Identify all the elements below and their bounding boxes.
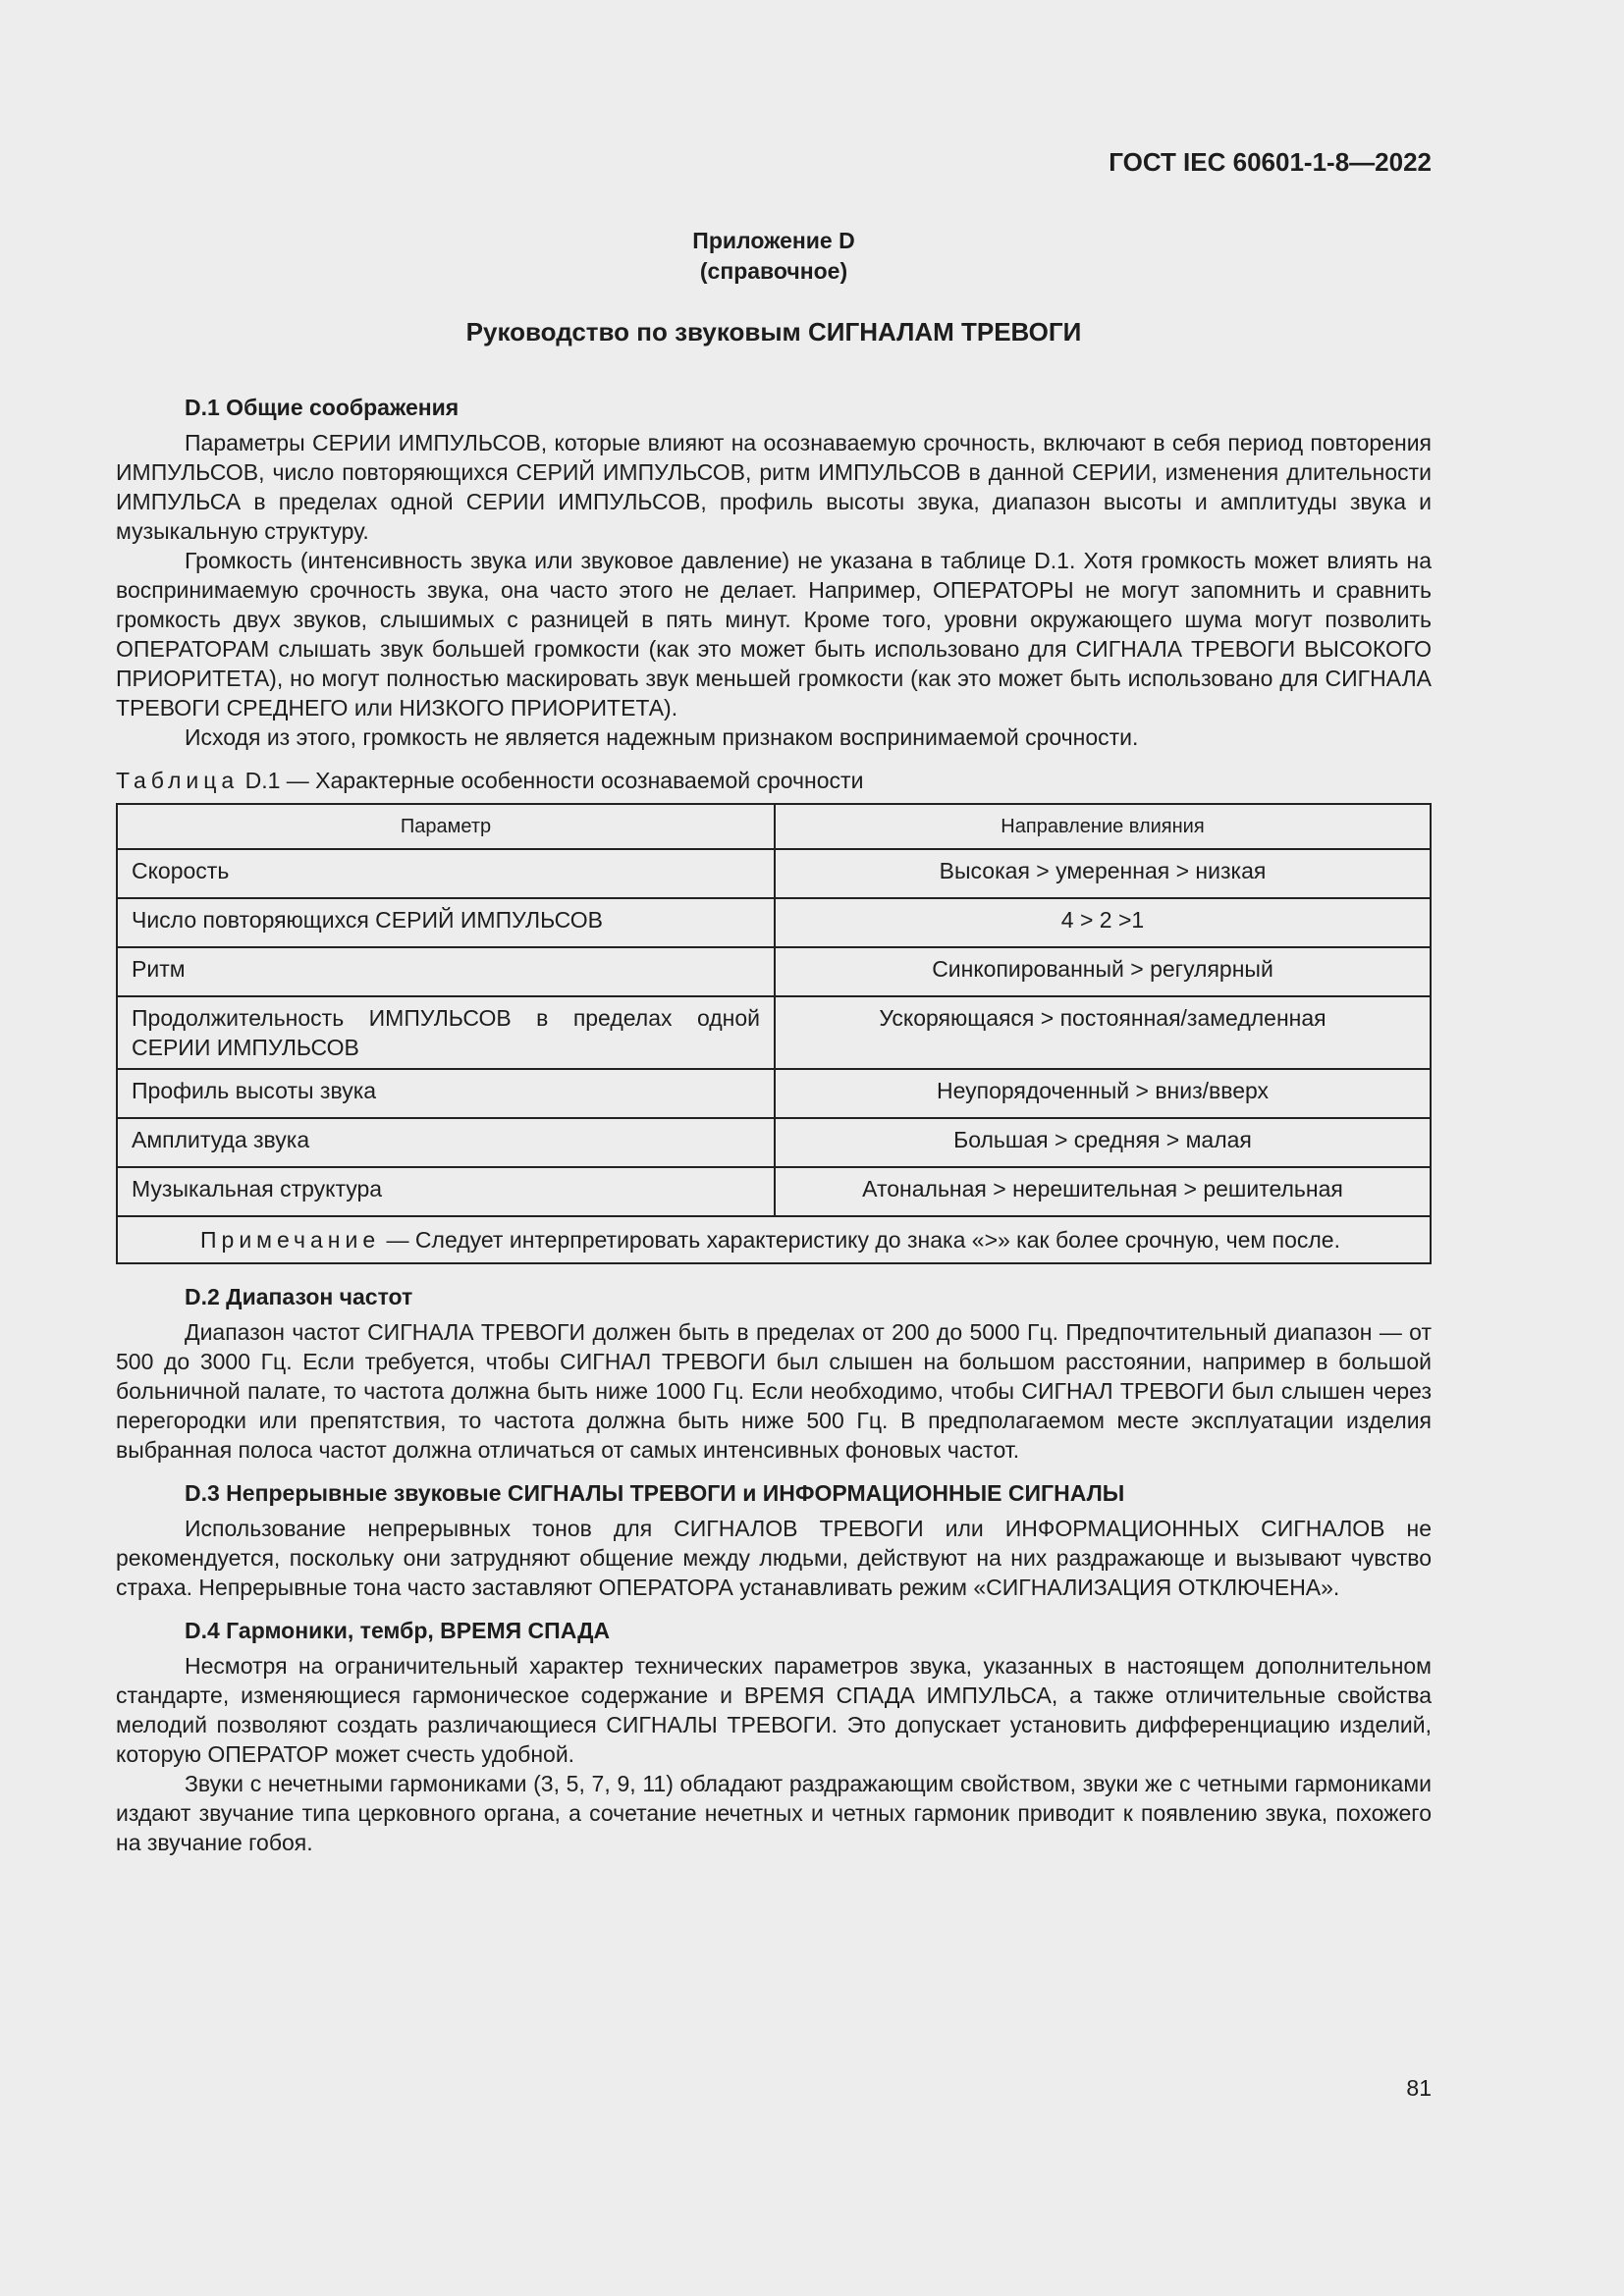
section-d4	[116, 1616, 1432, 1857]
table-note	[117, 1216, 1431, 1263]
appendix-heading	[116, 226, 1432, 287]
paragraph: Исходя из этого, громкость не является надежным признаком воспринимаемой срочности.	[185, 724, 1139, 750]
page-title: Руководство по звуковым СИГНАЛАМ ТРЕВОГИ	[465, 317, 1082, 347]
paragraph: Громкость (интенсивность звука или звуковое давление) не указана в таблице D.1. Хотя громкость может влиять на воспринимаемую срочность звука, она часто этого не делает. Например, ОПЕРАТОРЫ не могут запомнить и сравнить громкость двух звуков, слышимых с разницей в пять минут. Кроме того, уровни окружающего шума могут позволить ОПЕРАТОРАМ слышать звук большей громкости (как это может быть использовано для СИГНАЛА ТРЕВОГИ ВЫСОКОГО ПРИОРИТЕТА), но могут полностью маскировать звук меньшей громкости (как это может быть использовано для СИГНАЛА ТРЕВОГИ СРЕДНЕГО или НИЗКОГО ПРИОРИТЕТА).	[116, 548, 1432, 721]
section-d4-heading: D.4 Гармоники, тембр, ВРЕМЯ СПАДА	[185, 1618, 611, 1643]
table-row	[117, 947, 1431, 996]
paragraph: Звуки с нечетными гармониками (3, 5, 7, 9, 11) обладают раздражающим свойством, звуки же с четными гармониками издают звучание типа церковного органа, а сочетание нечетных и четных гармоник приводит к появлению звука, похожего на звучание гобоя.	[116, 1771, 1432, 1855]
table-cell-parameter: Музыкальная структура	[117, 1167, 775, 1216]
table-cell-parameter: Профиль высоты звука	[117, 1069, 775, 1118]
document-body	[116, 393, 1432, 1871]
paragraph: Несмотря на ограничительный характер технических параметров звука, указанных в настоящем дополнительном стандарте, изменяющиеся гармоническое содержание и ВРЕМЯ СПАДА ИМПУЛЬСА, а также отличительные свойства мелодий позволяют создать различающиеся СИГНАЛЫ ТРЕВОГИ. Это допускает установить дифференциацию изделий, которую ОПЕРАТОР может счесть удобной.	[116, 1653, 1432, 1767]
document-code: ГОСТ IEC 60601-1-8—2022	[1109, 147, 1432, 177]
table-row	[117, 1167, 1431, 1216]
table-row	[117, 1118, 1431, 1167]
table-cell-direction: Высокая > умеренная > низкая	[775, 849, 1431, 898]
table-row	[117, 898, 1431, 947]
table-cell-direction: Неупорядоченный > вниз/вверх	[775, 1069, 1431, 1118]
table-cell-direction: Большая > средняя > малая	[775, 1118, 1431, 1167]
table-cell-direction: Синкопированный > регулярный	[775, 947, 1431, 996]
section-d3	[116, 1478, 1432, 1602]
section-d1	[116, 393, 1432, 752]
section-d3-heading: D.3 Непрерывные звуковые СИГНАЛЫ ТРЕВОГИ и ИНФОРМАЦИОННЫЕ СИГНАЛЫ	[185, 1480, 1125, 1506]
table-cell-parameter: Продолжительность ИМПУЛЬСОВ в пределах одной СЕРИИ ИМПУЛЬСОВ	[117, 996, 775, 1069]
table-note-text: — Следует интерпретировать характеристику до знака «>» как более срочную, чем после.	[380, 1227, 1340, 1253]
table-cell-direction: 4 > 2 >1	[775, 898, 1431, 947]
table-caption-label: Таблица	[116, 768, 240, 793]
table-cell-direction: Атональная > нерешительная > решительная	[775, 1167, 1431, 1216]
table-cell-parameter: Ритм	[117, 947, 775, 996]
table-caption	[116, 766, 1432, 795]
urgency-table	[116, 803, 1432, 1264]
table-note-row	[117, 1216, 1431, 1263]
paragraph: Диапазон частот СИГНАЛА ТРЕВОГИ должен быть в пределах от 200 до 5000 Гц. Предпочтительный диапазон — от 500 до 3000 Гц. Если требуется, чтобы СИГНАЛ ТРЕВОГИ был слышен на большом расстоянии, например в большой больничной палате, то частота должна быть ниже 1000 Гц. Если необходимо, чтобы СИГНАЛ ТРЕВОГИ был слышен через перегородки или препятствия, то частота должна быть ниже 500 Гц. В предполагаемом месте эксплуатации изделия выбранная полоса частот должна отличаться от самых интенсивных фоновых частот.	[116, 1319, 1432, 1463]
table-cell-parameter: Скорость	[117, 849, 775, 898]
table-caption-text: D.1 — Характерные особенности осознаваемой срочности	[244, 768, 864, 793]
table-row	[117, 996, 1431, 1069]
table-row	[117, 849, 1431, 898]
table-cell-direction: Ускоряющаяся > постоянная/замедленная	[775, 996, 1431, 1069]
paragraph: Использование непрерывных тонов для СИГНАЛОВ ТРЕВОГИ или ИНФОРМАЦИОННЫХ СИГНАЛОВ не рекомендуется, поскольку они затрудняют общение между людьми, действуют на них раздражающе и вызывают чувство страха. Непрерывные тона часто заставляют ОПЕРАТОРА устанавливать режим «СИГНАЛИЗАЦИЯ ОТКЛЮЧЕНА».	[116, 1516, 1432, 1600]
table-cell-parameter: Амплитуда звука	[117, 1118, 775, 1167]
table-header-row	[117, 804, 1431, 849]
section-d2	[116, 1282, 1432, 1465]
page-number: 81	[1406, 2075, 1432, 2101]
column-header-direction: Направление влияния	[775, 804, 1431, 849]
paragraph: Параметры СЕРИИ ИМПУЛЬСОВ, которые влияют на осознаваемую срочность, включают в себя период повторения ИМПУЛЬСОВ, число повторяющихся СЕРИЙ ИМПУЛЬСОВ, ритм ИМПУЛЬСОВ в данной СЕРИИ, изменения длительности ИМПУЛЬСА в пределах одной СЕРИИ ИМПУЛЬСОВ, профиль высоты звука, диапазон высоты и амплитуды звука и музыкальную структуру.	[116, 430, 1432, 544]
section-d1-heading: D.1 Общие соображения	[185, 395, 460, 420]
table-cell-parameter: Число повторяющихся СЕРИЙ ИМПУЛЬСОВ	[117, 898, 775, 947]
column-header-parameter: Параметр	[117, 804, 775, 849]
table-note-label: Примечание	[200, 1227, 381, 1253]
section-d2-heading: D.2 Диапазон частот	[185, 1284, 413, 1309]
table-row	[117, 1069, 1431, 1118]
appendix-type: (справочное)	[699, 258, 848, 284]
appendix-label: Приложение D	[692, 228, 855, 253]
